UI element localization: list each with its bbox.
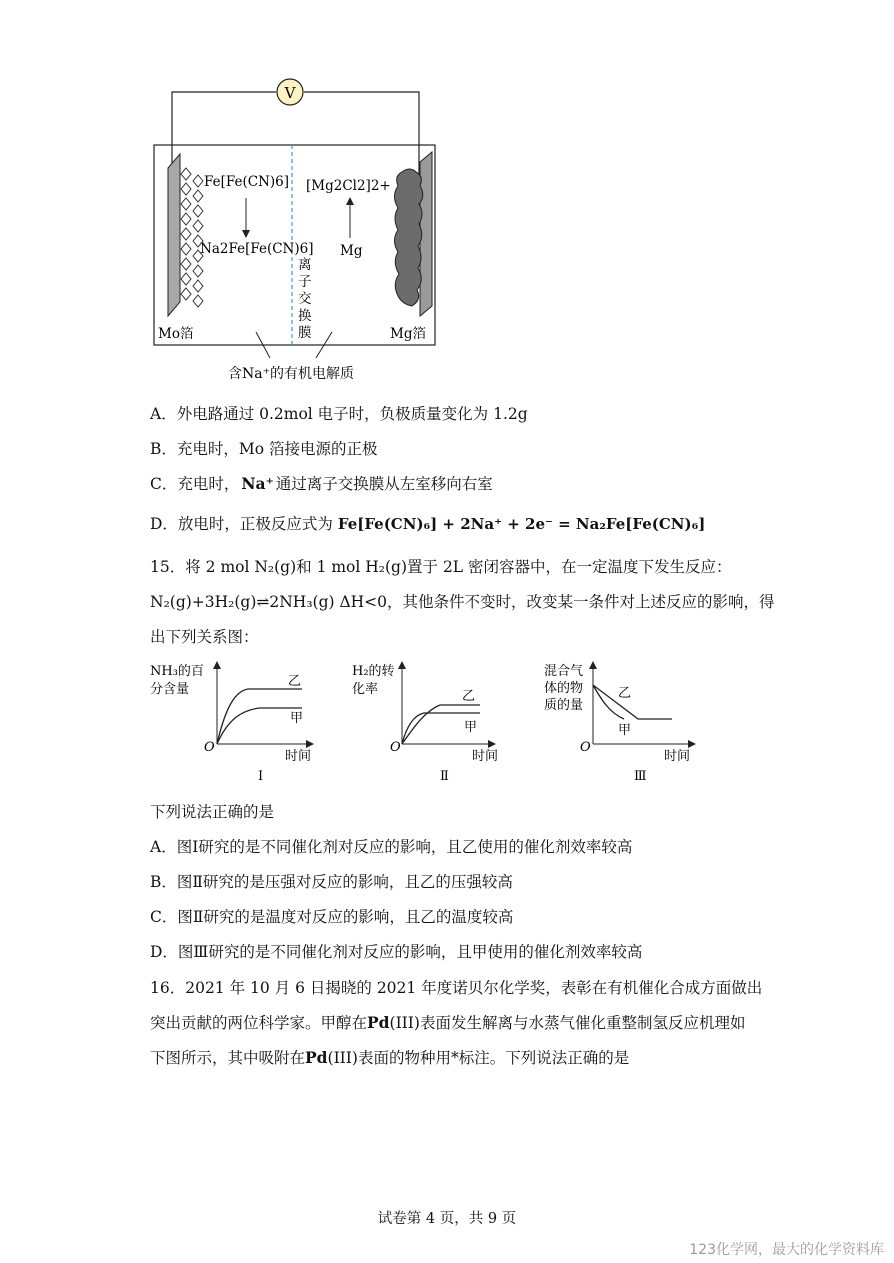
q14-option-b: B．充电时，Mo 箔接电源的正极 (150, 440, 378, 458)
particle-diamond (193, 295, 203, 307)
graph-3-xlabel: 时间 (664, 749, 691, 764)
graph-1-roman: Ⅰ (258, 769, 264, 784)
graph-1-xlabel: 时间 (285, 749, 312, 764)
graph-3-ylabel-line1: 混合气 (544, 664, 584, 679)
graph-2-curve-label-jia: 甲 (464, 720, 478, 735)
q15-option-b: B．图Ⅱ研究的是压强对反应的影响，且乙的压强较高 (150, 873, 513, 891)
q14-option-c-prefix: C．充电时， (150, 475, 240, 493)
graph-1-curve-label-jia: 甲 (290, 711, 304, 726)
particle-diamond (193, 205, 203, 217)
graph-3-curve-yi (593, 685, 672, 719)
particle-diamond (193, 265, 203, 277)
q16-line-3-a: 下图所示，其中吸附在 (150, 1049, 306, 1067)
q16-line-3-b: (III)表面的物种用*标注。下列说法正确的是 (327, 1049, 630, 1067)
mg-electrode-deposit (395, 169, 423, 306)
particle-diamond (193, 220, 203, 232)
mo-foil-electrode (168, 154, 180, 316)
q14-option-d-equation: Fe[Fe(CN)₆] + 2Na⁺ + 2e⁻ = Na₂Fe[Fe(CN)₆] (337, 515, 706, 533)
membrane-label-char: 膜 (298, 325, 312, 341)
electrolyte-label: 含Na⁺的有机电解质 (228, 366, 354, 382)
particle-diamond (181, 198, 191, 210)
graph-2-curve-label-yi: 乙 (462, 689, 476, 704)
graph-1-curve-label-yi: 乙 (288, 674, 302, 689)
q15-graphs (140, 655, 720, 790)
q15-line-3: 出下列关系图： (150, 628, 259, 646)
q14-option-d (150, 512, 705, 534)
graph-2-xlabel: 时间 (472, 749, 499, 764)
particle-diamond (181, 243, 191, 255)
membrane-label-char: 离 (298, 257, 312, 273)
particle-column (181, 168, 203, 307)
q16-line-3-pd: Pd (305, 1048, 328, 1067)
right-species-top: [Mg2Cl2]2+ (306, 178, 391, 194)
graph-2-roman: Ⅱ (440, 769, 449, 784)
right-species-bottom: Mg (340, 243, 363, 259)
watermark: 123化学网，最大的化学资料库 (689, 1242, 884, 1258)
graph-3-ylabel-line3: 质的量 (544, 698, 584, 713)
membrane-label-char: 子 (298, 274, 312, 290)
graph-1-origin: O (204, 740, 215, 755)
graph-1-ylabel-line1: NH₃的百 (150, 664, 204, 679)
q16-line-2-b: (III)表面发生解离与水蒸气催化重整制氢反应机理如 (389, 1014, 746, 1032)
graph-2-origin: O (390, 740, 401, 755)
particle-diamond (193, 190, 203, 202)
graph-2 (352, 661, 498, 784)
membrane-label-char: 换 (298, 308, 312, 324)
left-arrow-head (242, 230, 250, 238)
graph-3-ylabel-line2: 体的物 (544, 681, 584, 696)
graph-2-ylabel-line2: 化率 (352, 682, 379, 697)
graph-1-ylabel-line2: 分含量 (150, 682, 190, 697)
q14-option-c (150, 472, 493, 494)
q14-option-d-prefix: D．放电时，正极反应式为 (150, 515, 338, 533)
q15-option-a: A．图Ⅰ研究的是不同催化剂对反应的影响，且乙使用的催化剂效率较高 (150, 838, 633, 856)
q15-line-2: N₂(g)+3H₂(g)⇌2NH₃(g) ΔH<0，其他条件不变时，改变某一条件对上述反应的影响，得 (150, 593, 775, 611)
particle-diamond (193, 175, 203, 187)
left-species-top: Fe[Fe(CN)6] (204, 174, 290, 190)
q15-stem: 下列说法正确的是 (150, 803, 275, 821)
particle-diamond (181, 258, 191, 270)
particle-diamond (181, 228, 191, 240)
graph-3 (544, 661, 696, 784)
q16-line-3 (150, 1046, 629, 1068)
particle-diamond (181, 168, 191, 180)
particle-diamond (181, 288, 191, 300)
graph-3-roman: Ⅲ (634, 769, 647, 784)
mg-foil-label: Mg箔 (390, 326, 426, 342)
page-footer: 试卷第 4 页，共 9 页 (377, 1211, 517, 1227)
q14-option-c-ion: Na⁺ (241, 474, 274, 493)
particle-diamond (193, 280, 203, 292)
battery-cell-diagram (140, 70, 460, 390)
left-species-bottom: Na2Fe[Fe(CN)6] (200, 241, 314, 257)
membrane-label-char: 交 (298, 291, 312, 307)
particle-diamond (181, 213, 191, 225)
graph-3-curve-label-jia: 甲 (618, 723, 632, 738)
graph-3-origin: O (580, 740, 591, 755)
q15-line-1: 15．将 2 mol N₂(g)和 1 mol H₂(g)置于 2L 密闭容器中，在一定温度下发生反应： (150, 558, 732, 576)
particle-diamond (181, 183, 191, 195)
graph-3-curve-label-yi: 乙 (618, 686, 632, 701)
q15-option-c: C．图Ⅱ研究的是温度对反应的影响，且乙的温度较高 (150, 908, 514, 926)
graph-2-ylabel-line1: H₂的转 (352, 664, 395, 679)
q16-line-2-pd: Pd (367, 1013, 390, 1032)
voltmeter-label: V (284, 84, 296, 102)
q14-option-a: A．外电路通过 0.2mol 电子时，负极质量变化为 1.2g (150, 405, 528, 423)
graph-1 (150, 661, 314, 784)
q16-line-1: 16．2021 年 10 月 6 日揭晓的 2021 年度诺贝尔化学奖，表彰在有机催化合成方面做出 (150, 979, 763, 997)
q14-option-c-suffix: 通过离子交换膜从左室移向右室 (275, 475, 493, 493)
mo-foil-label: Mo箔 (158, 326, 194, 342)
q15-option-d: D．图Ⅲ研究的是不同催化剂对反应的影响，且甲使用的催化剂效率较高 (150, 943, 643, 961)
particle-diamond (181, 273, 191, 285)
membrane-label (298, 257, 312, 341)
q16-line-2 (150, 1011, 745, 1033)
q16-line-2-a: 突出贡献的两位科学家。甲醇在 (150, 1014, 368, 1032)
right-arrow-head (346, 197, 354, 205)
